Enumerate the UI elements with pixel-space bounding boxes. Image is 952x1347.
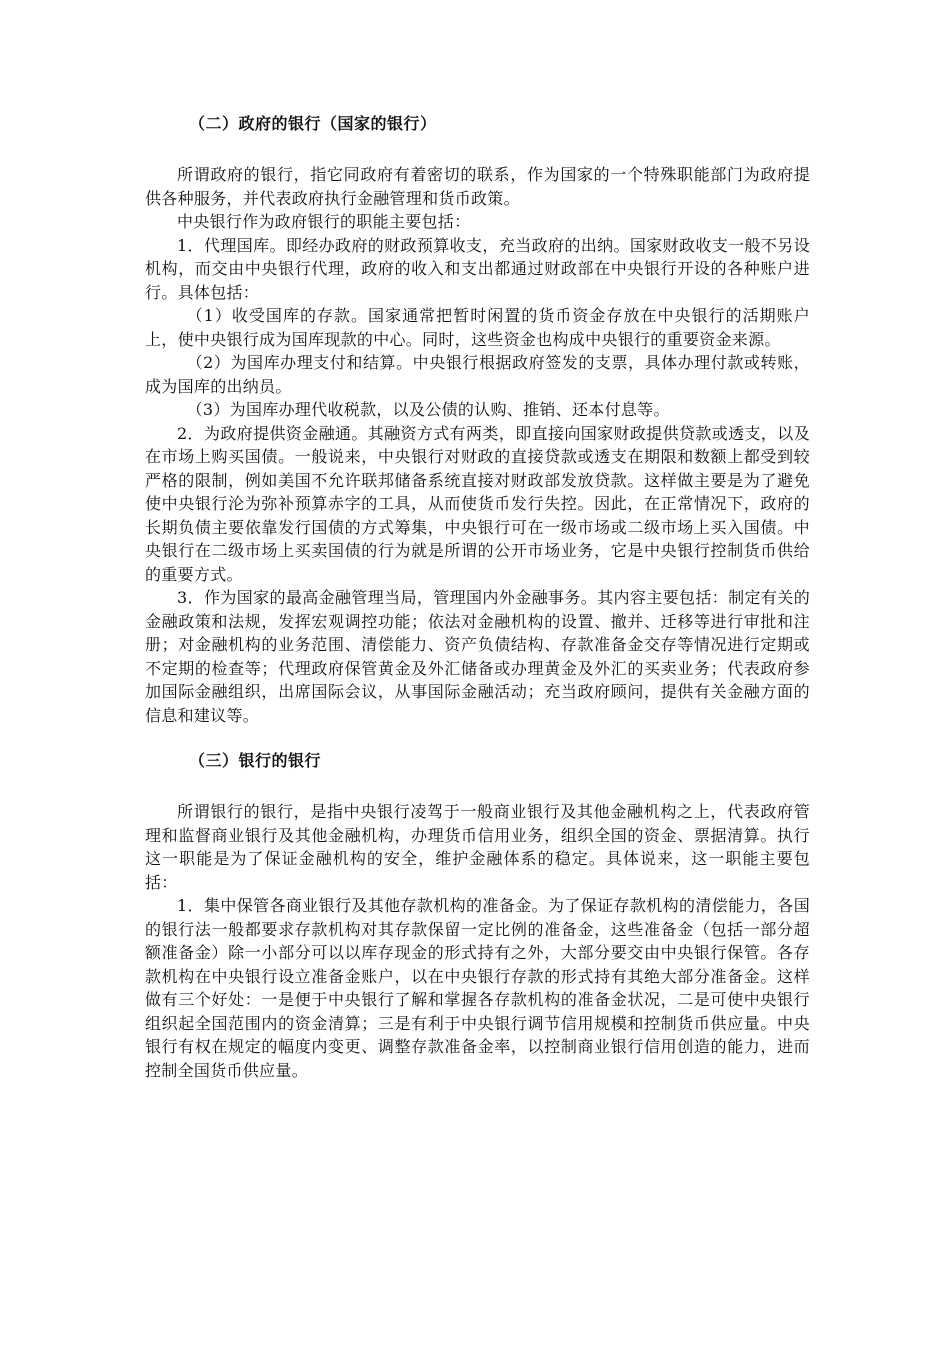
paragraph-treasury-taxes: （3）为国库办理代收税款，以及公债的认购、推销、还本付息等。 — [186, 400, 670, 419]
document-page — [145, 112, 810, 1082]
paragraph-functions-intro: 中央银行作为政府银行的职能主要包括： — [177, 212, 471, 231]
section-heading-government-bank: （二）政府的银行（国家的银行） — [189, 114, 437, 133]
paragraph-reserves: 1．集中保管各商业银行及其他存款机构的准备金。为了保证存款机构的清偿能力，各国的银行法一般都要求存款机构对其存款保留一定比例的准备金，这些准备金（包括一部分超额准备金）除一小部分可以以库存现金的形式持有之外，大部分要交由中央银行保管。各存款机构在中央银行设立准备金账户，以在中央银行存款的形式持有其绝大部分准备金。这样做有三个好处：一是便于中央银行了解和掌握各存款机构的准备金状况，二是可使中央银行组织起全国范围内的资金清算；三是有利于中央银行调节信用规模和控制货币供应量。中央银行有权在规定的幅度内变更、调整存款准备金率，以控制商业银行信用创造的能力，进而控制全国货币供应量。 — [145, 896, 810, 1080]
paragraph-financial-authority: 3．作为国家的最高金融管理当局，管理国内外金融事务。其内容主要包括：制定有关的金融政策和法规，发挥宏观调控功能；依法对金融机构的设置、撤并、迁移等进行审批和注册；对金融机构的业务范围、清偿能力、资产负债结构、存款准备金交存等情况进行定期或不定期的检查等；代理政府保管黄金及外汇储备或办理黄金及外汇的买卖业务；代表政府参加国际金融组织，出席国际会议，从事国际金融活动；充当政府顾问，提供有关金融方面的信息和建议等。 — [145, 588, 810, 725]
paragraph-treasury-deposits: （1）收受国库的存款。国家通常把暂时闲置的货币资金存放在中央银行的活期账户上，使中央银行成为国库现款的中心。同时，这些资金也构成中央银行的重要资金来源。 — [145, 306, 810, 349]
paragraph-treasury-payments: （2）为国库办理支付和结算。中央银行根据政府签发的支票，具体办理付款或转账，成为国库的出纳员。 — [145, 353, 810, 396]
paragraph-treasury-agent: 1．代理国库。即经办政府的财政预算收支，充当政府的出纳。国家财政收支一般不另设机构，而交由中央银行代理，政府的收入和支出都通过财政部在中央银行开设的各种账户进行。具体包括： — [145, 235, 810, 302]
paragraph-financing: 2．为政府提供资金融通。其融资方式有两类，即直接向国家财政提供贷款或透支，以及在市场上购买国债。一般说来，中央银行对财政的直接贷款或透支在期限和数额上都受到较严格的限制，例如美国不允许联邦储备系统直接对财政部发放贷款。这样做主要是为了避免使中央银行沦为弥补预算赤字的工具，从而使货币发行失控。因此，在正常情况下，政府的长期负债主要依靠发行国债的方式筹集，中央银行可在一级市场或二级市场上买入国债。中央银行在二级市场上买卖国债的行为就是所谓的公开市场业务，它是中央银行控制货币供给的重要方式。 — [145, 423, 810, 584]
paragraph-bankers-bank-definition: 所谓银行的银行，是指中央银行凌驾于一般商业银行及其他金融机构之上，代表政府管理和监督商业银行及其他金融机构，办理货币信用业务，组织全国的资金、票据清算。执行这一职能是为了保证金融机构的安全，维护金融体系的稳定。具体说来，这一职能主要包括： — [145, 802, 810, 892]
paragraph-definition: 所谓政府的银行，指它同政府有着密切的联系，作为国家的一个特殊职能部门为政府提供各种服务，并代表政府执行金融管理和货币政策。 — [145, 165, 810, 208]
section-heading-bankers-bank: （三）银行的银行 — [189, 751, 322, 770]
